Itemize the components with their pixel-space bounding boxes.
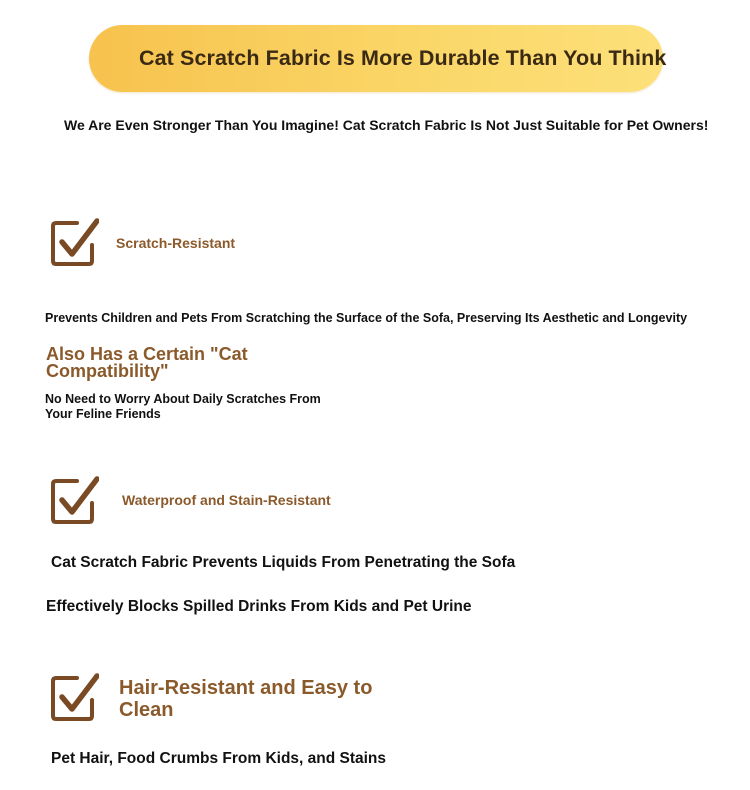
feature-line-spills: Effectively Blocks Spilled Drinks From Kids and Pet Urine	[46, 598, 472, 615]
feature-line-pet-hair: Pet Hair, Food Crumbs From Kids, and Stains	[51, 750, 387, 767]
sub-text-line: No Need to Worry About Daily Scratches From	[45, 392, 321, 406]
heading-line: Hair-Resistant and Easy to	[119, 677, 373, 699]
checkbox-check-icon	[49, 475, 99, 525]
sub-text-line: Your Feline Friends	[45, 407, 161, 421]
title-banner	[89, 25, 667, 92]
feature-heading-waterproof: Waterproof and Stain-Resistant	[122, 492, 331, 508]
subtitle: We Are Even Stronger Than You Imagine! Cat Scratch Fabric Is Not Just Suitable for Pet Owners!	[64, 117, 709, 133]
sub-heading-line: Compatibility"	[46, 361, 169, 381]
checkbox-check-icon	[49, 672, 99, 722]
sub-text-feline	[45, 392, 321, 422]
feature-heading-scratch-resistant: Scratch-Resistant	[116, 235, 236, 251]
sub-heading-line: Also Has a Certain "Cat	[46, 344, 248, 364]
feature-description-scratch: Prevents Children and Pets From Scratching the Surface of the Sofa, Preserving Its Aesthetic and Longevity	[45, 311, 688, 325]
sub-heading-cat-compatibility	[46, 346, 248, 380]
banner-title: Cat Scratch Fabric Is More Durable Than You Think	[139, 46, 667, 70]
heading-line: Clean	[119, 699, 174, 721]
checkbox-check-icon	[49, 217, 99, 267]
feature-heading-hair-resistant	[119, 677, 372, 721]
feature-line-liquids: Cat Scratch Fabric Prevents Liquids From Penetrating the Sofa	[51, 554, 516, 571]
